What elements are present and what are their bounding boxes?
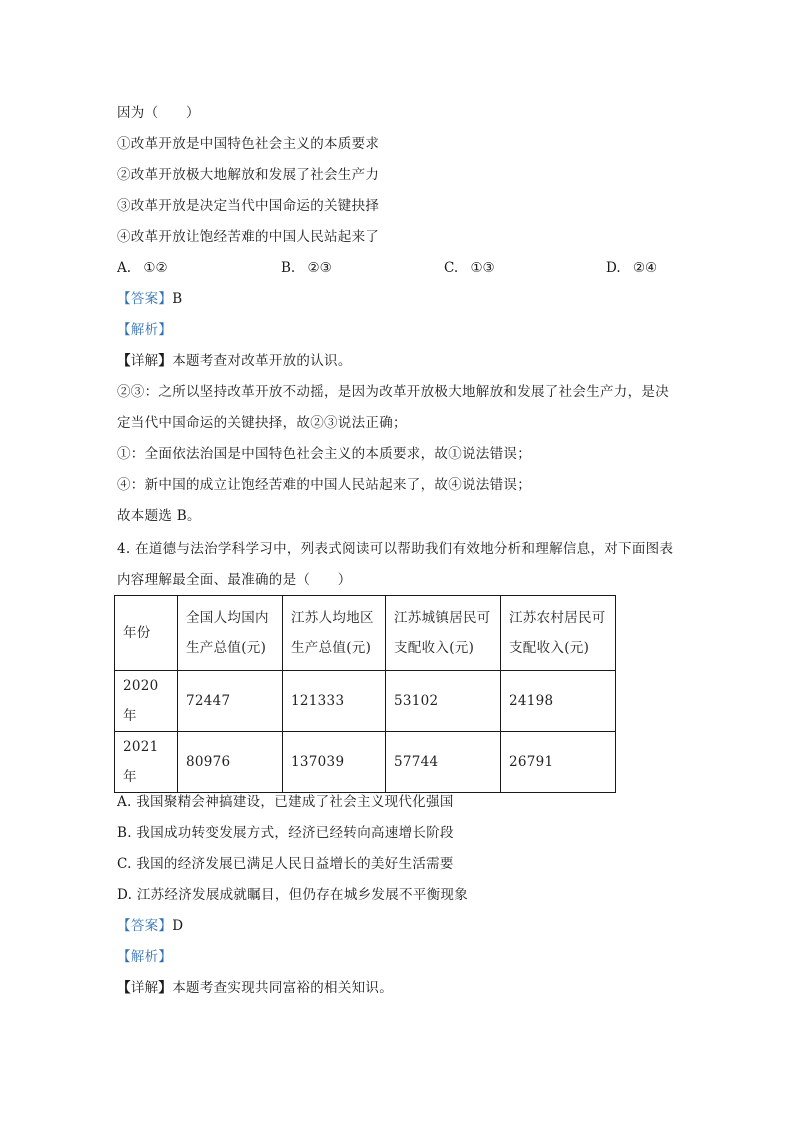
q3-option-a <box>117 259 168 277</box>
header-year: 年份 <box>115 596 178 671</box>
option-text: ②④ <box>632 260 658 276</box>
option-label: B. <box>281 260 296 276</box>
table-header-row <box>115 596 616 671</box>
cell-national-gdp: 80976 <box>178 732 283 793</box>
q3-explanation-4: ④：新中国的成立让饱经苦难的中国人民站起来了，故④说法错误； <box>117 477 531 493</box>
q3-explanation-1: ②③：之所以坚持改革开放不动摇，是因为改革开放极大地解放和发展了社会生产力，是决 <box>117 384 669 400</box>
answer-value: B <box>172 291 183 307</box>
header-jiangsu-gdp: 江苏人均地区 生产总值(元) <box>283 596 386 671</box>
detail-tag: 详解 <box>130 353 159 369</box>
cell-urban-income: 57744 <box>386 732 501 793</box>
detail-text: 本题考查实现共同富裕的相关知识。 <box>172 980 394 996</box>
answer-tag: 【答案】 <box>117 918 173 934</box>
q4-option-d: D. 江苏经济发展成就瞩目，但仍存在城乡发展不平衡现象 <box>117 887 469 903</box>
cell-jiangsu-gdp: 121333 <box>283 671 386 732</box>
q4-data-table <box>114 595 616 793</box>
q3-conclusion: 故本题选 B。 <box>117 508 201 524</box>
option-text: ①② <box>143 260 168 276</box>
q3-statement-3: ③改革开放是决定当代中国命运的关键抉择 <box>117 198 380 214</box>
option-label: A. <box>117 260 132 276</box>
cell-year: 2021 年 <box>115 732 178 793</box>
q3-statement-2: ②改革开放极大地解放和发展了社会生产力 <box>117 167 380 183</box>
q3-explanation-3: ①：全面依法治国是中国特色社会主义的本质要求，故①说法错误； <box>117 446 531 462</box>
q3-statement-1: ①改革开放是中国特色社会主义的本质要求 <box>117 136 380 152</box>
analysis-tag: 【解析】 <box>117 949 173 965</box>
cell-jiangsu-gdp: 137039 <box>283 732 386 793</box>
q4-answer <box>117 917 183 935</box>
cell-rural-income: 26791 <box>501 732 616 793</box>
q4-detail: 【详解】本题考查实现共同富裕的相关知识。 <box>117 980 394 996</box>
cell-national-gdp: 72447 <box>178 671 283 732</box>
q4-option-c: C. 我国的经济发展已满足人民日益增长的美好生活需要 <box>117 856 454 872</box>
q4-stem-line-2: 内容理解最全面、最准确的是（ ） <box>117 572 352 588</box>
header-national-gdp: 全国人均国内 生产总值(元) <box>178 596 283 671</box>
q3-answer <box>117 290 182 308</box>
q4-option-b: B. 我国成功转变发展方式，经济已经转向高速增长阶段 <box>117 825 454 841</box>
cell-year: 2020 年 <box>115 671 178 732</box>
option-label: C. <box>444 260 459 276</box>
analysis-tag: 【解析】 <box>117 322 173 338</box>
table-row <box>115 732 616 793</box>
q3-explanation-2: 定当代中国命运的关键抉择，故②③说法正确； <box>117 415 407 431</box>
q3-option-b <box>281 259 332 277</box>
header-urban-income: 江苏城镇居民可 支配收入(元) <box>386 596 501 671</box>
table-row <box>115 671 616 732</box>
option-text: ①③ <box>470 260 495 276</box>
header-rural-income: 江苏农村居民可 支配收入(元) <box>501 596 616 671</box>
q3-stem-tail: 因为（ ） <box>117 105 200 121</box>
option-label: D. <box>606 260 621 276</box>
cell-rural-income: 24198 <box>501 671 616 732</box>
q3-analysis-tag <box>117 321 172 339</box>
q4-analysis-tag <box>117 948 172 966</box>
cell-urban-income: 53102 <box>386 671 501 732</box>
option-text: ②③ <box>307 260 332 276</box>
q4-option-a: A. 我国聚精会神搞建设，已建成了社会主义现代化强国 <box>117 794 454 810</box>
answer-value: D <box>172 918 184 934</box>
detail-text: 本题考查对改革开放的认识。 <box>172 353 352 369</box>
q3-detail: 【详解】本题考查对改革开放的认识。 <box>117 353 352 369</box>
detail-tag: 详解 <box>130 980 159 996</box>
q4-stem-line-1: 4. 在道德与法治学科学习中，列表式阅读可以帮助我们有效地分析和理解信息，对下面图表 <box>117 541 674 557</box>
q3-option-c <box>444 259 495 277</box>
q3-option-d <box>606 259 657 277</box>
q3-statement-4: ④改革开放让饱经苦难的中国人民站起来了 <box>117 229 380 245</box>
answer-tag: 【答案】 <box>117 291 173 307</box>
